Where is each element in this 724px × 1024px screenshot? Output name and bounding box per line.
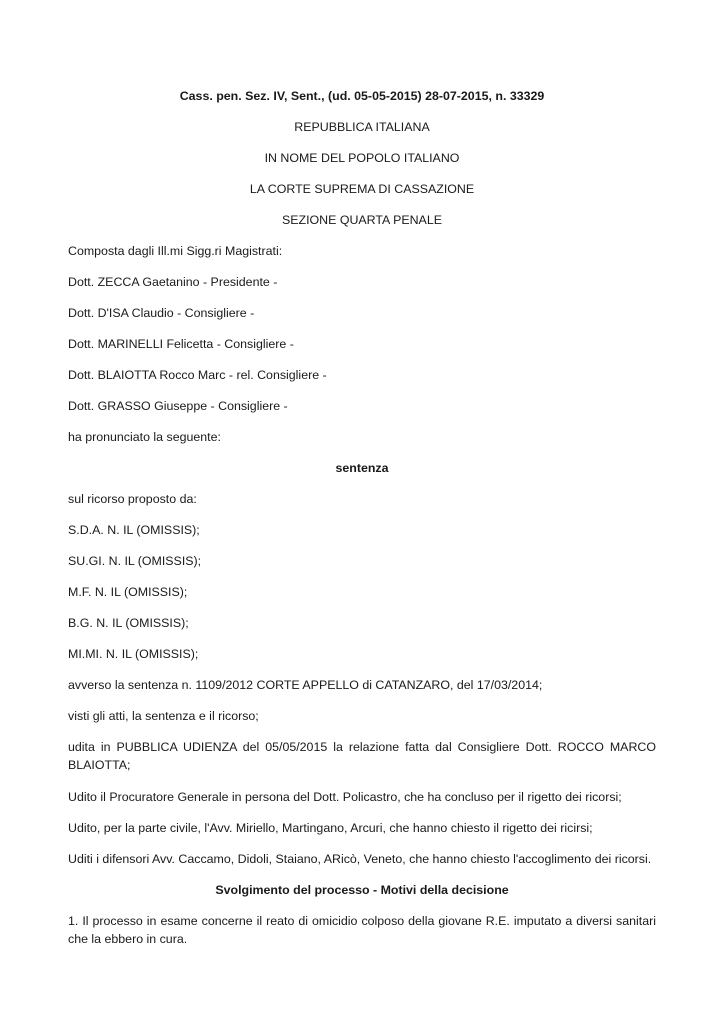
header-citation: Cass. pen. Sez. IV, Sent., (ud. 05-05-2015) 28-07-2015, n. 33329	[179, 89, 545, 103]
prosecutor-line: Udito il Procuratore Generale in persona del Dott. Policastro, che ha concluso per il rigetto dei ricorsi;	[68, 790, 622, 804]
judge-line: Dott. MARINELLI Felicetta - Consigliere -	[68, 337, 294, 351]
appellant-line: B.G. N. IL (OMISSIS);	[68, 616, 189, 630]
composed-intro: Composta dagli Ill.mi Sigg.ri Magistrati:	[68, 244, 283, 258]
section-heading-court: SEZIONE QUARTA PENALE	[282, 213, 442, 227]
pronounced-line: ha pronunciato la seguente:	[68, 430, 221, 444]
appellant-line: M.F. N. IL (OMISSIS);	[68, 585, 188, 599]
paragraph-1: 1. Il processo in esame concerne il reato di omicidio colposo della giovane R.E. imputato a diversi sanitari che la ebbero in cura.	[68, 914, 656, 946]
judge-line: Dott. D'ISA Claudio - Consigliere -	[68, 306, 255, 320]
defenders-line: Uditi i difensori Avv. Caccamo, Didoli, Staiano, ARicò, Veneto, che hanno chiesto l'accoglimento dei ricorsi.	[68, 852, 652, 866]
process-section-heading: Svolgimento del processo - Motivi della decisione	[215, 883, 509, 897]
judge-line: Dott. BLAIOTTA Rocco Marc - rel. Consigliere -	[68, 368, 327, 382]
court-heading: LA CORTE SUPREMA DI CASSAZIONE	[249, 182, 475, 196]
appellant-line: S.D.A. N. IL (OMISSIS);	[68, 523, 200, 537]
judge-line: Dott. GRASSO Giuseppe - Consigliere -	[68, 399, 288, 413]
against-line: avverso la sentenza n. 1109/2012 CORTE APPELLO di CATANZARO, del 17/03/2014;	[68, 678, 543, 692]
seen-line: visti gli atti, la sentenza e il ricorso;	[68, 709, 259, 723]
in-name-heading: IN NOME DEL POPOLO ITALIANO	[264, 151, 460, 165]
sentence-heading: sentenza	[335, 461, 389, 475]
appeal-intro: sul ricorso proposto da:	[68, 492, 197, 506]
civil-party-line: Udito, per la parte civile, l'Avv. Miriello, Martingano, Arcuri, che hanno chiesto il rigetto dei ricirsi;	[68, 821, 593, 835]
judge-line: Dott. ZECCA Gaetanino - Presidente -	[68, 275, 278, 289]
appellant-line: MI.MI. N. IL (OMISSIS);	[68, 647, 199, 661]
hearing-paragraph: udita in PUBBLICA UDIENZA del 05/05/2015 la relazione fatta dal Consigliere Dott. ROCCO MARCO BLAIOTTA;	[68, 740, 656, 772]
appellant-line: SU.GI. N. IL (OMISSIS);	[68, 554, 202, 568]
republic-heading: REPUBBLICA ITALIANA	[294, 120, 430, 134]
